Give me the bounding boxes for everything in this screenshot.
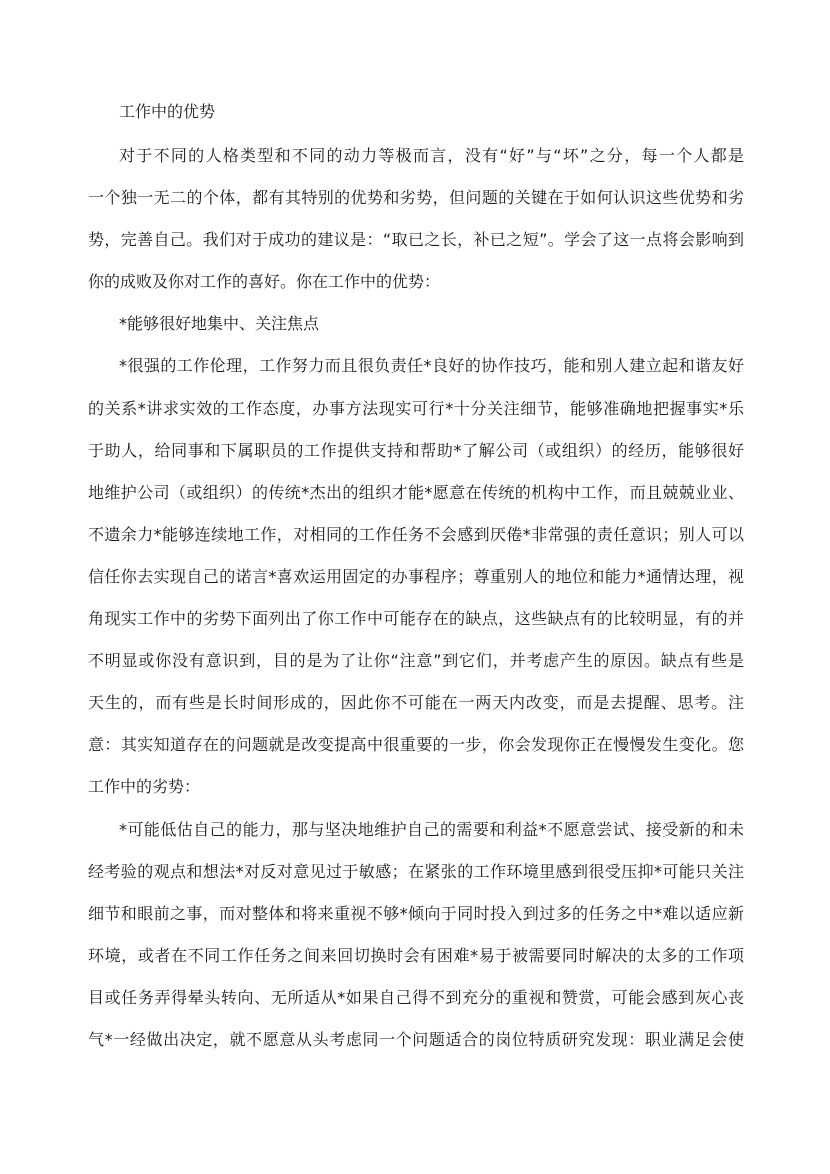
text-line: 意：其实知道存在的问题就是改变提高中很重要的一步，你会发现你正在慢慢发生变化。您	[88, 735, 744, 755]
text-line: 不遗余力*能够连续地工作，对相同的工作任务不会感到厌倦*非常强的责任意识；别人可以	[88, 524, 744, 544]
text-line: 你的成败及你对工作的喜好。你在工作中的优势：	[88, 272, 441, 292]
text-line: 对于不同的人格类型和不同的动力等极而言，没有“好”与“坏”之分，每一个人都是	[119, 146, 744, 165]
text-line: 于助人，给同事和下属职员的工作提供支持和帮助*了解公司（或组织）的经历，能够很好	[88, 440, 744, 460]
text-line: 地维护公司（或组织）的传统*杰出的组织才能*愿意在传统的机构中工作，而且兢兢业业、	[88, 482, 744, 502]
paragraph	[88, 352, 744, 815]
text-line: 细节和眼前之事，而对整体和将来重视不够*倾向于同时投入到过多的任务之中*难以适应新	[88, 903, 744, 923]
text-line: 工作中的劣势：	[88, 777, 201, 797]
text-line: 一个独一无二的个体，都有其特别的优势和劣势，但问题的关键在于如何认识这些优势和劣	[88, 188, 744, 208]
text-line: *很强的工作伦理，工作努力而且很负责任*良好的协作技巧，能和别人建立起和谐友好	[119, 356, 744, 376]
text-line: 天生的，而有些是长时间形成的，因此你不可能在一两天内改变，而是去提醒、思考。注	[88, 693, 744, 713]
text-line: 势，完善自己。我们对于成功的建议是：“取已之长，补已之短”。学会了这一点将会影响到	[88, 230, 744, 250]
text-line: 环境，或者在不同工作任务之间来回切换时会有困难*易于被需要同时解决的太多的工作项	[88, 945, 744, 965]
paragraph	[88, 816, 744, 1069]
paragraph	[88, 142, 744, 310]
text-line: 经考验的观点和想法*对反对意见过于敏感；在紧张的工作环境里感到很受压抑*可能只关注	[88, 861, 744, 881]
text-line: 角现实工作中的劣势下面列出了你工作中可能存在的缺点，这些缺点有的比较明显，有的并	[88, 609, 744, 629]
text-line: 气*一经做出决定，就不愿意从头考虑同一个问题适合的岗位特质研究发现：职业满足会使	[88, 1029, 744, 1049]
text-line: 不明显或你没有意识到，目的是为了让你“注意”到它们，并考虑产生的原因。缺点有些是	[88, 651, 744, 671]
text-line: 目或任务弄得晕头转向、无所适从*如果自己得不到充分的重视和赞赏，可能会感到灰心丧	[88, 987, 744, 1007]
paragraph	[88, 310, 744, 352]
text-line: *能够很好地集中、关注焦点	[119, 314, 320, 334]
text-line: *可能低估自己的能力，那与坚决地维护自己的需要和利益*不愿意尝试、接受新的和未	[119, 819, 744, 839]
document-body	[88, 142, 744, 1068]
text-line: 的关系*讲求实效的工作态度，办事方法现实可行*十分关注细节，能够准确地把握事实*乐	[88, 398, 744, 418]
section-heading: 工作中的优势	[119, 102, 216, 121]
text-line: 信任你去实现自己的诺言*喜欢运用固定的办事程序；尊重别人的地位和能力*通情达理，视	[88, 566, 744, 586]
document-page	[88, 98, 744, 1068]
